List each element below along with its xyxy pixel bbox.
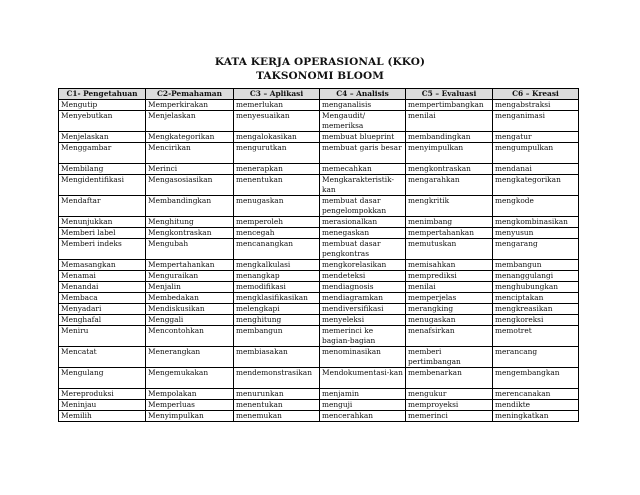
table-cell: menyesuaikan <box>234 111 320 132</box>
table-cell: mengkorelasikan <box>320 260 406 271</box>
table-row <box>59 143 579 164</box>
table-cell: Mengubah <box>146 239 234 260</box>
table-cell: membuat dasar pengelompokkan <box>320 196 406 217</box>
header-c6: C6 – Kreasi <box>493 89 579 100</box>
table-row <box>59 196 579 217</box>
table-cell: Mencatat <box>59 347 146 368</box>
table-row <box>59 260 579 271</box>
table-row <box>59 164 579 175</box>
table-header-row <box>59 89 579 100</box>
table-cell: menguji <box>320 400 406 411</box>
table-cell: memecahkan <box>320 164 406 175</box>
table-row <box>59 271 579 282</box>
table-cell: mencanangkan <box>234 239 320 260</box>
table-row <box>59 228 579 239</box>
table-cell: Memperkirakan <box>146 100 234 111</box>
table-cell: Membilang <box>59 164 146 175</box>
table-row <box>59 368 579 389</box>
table-row <box>59 217 579 228</box>
table-cell: mencegah <box>234 228 320 239</box>
table-cell: menganalisis <box>320 100 406 111</box>
table-cell: merasionalkan <box>320 217 406 228</box>
table-cell: menjamin <box>320 389 406 400</box>
table-cell: mengkategorikan <box>493 175 579 196</box>
table-cell: mengarang <box>493 239 579 260</box>
table-cell: Menggali <box>146 315 234 326</box>
table-row <box>59 282 579 293</box>
table-cell: Mengasosiasikan <box>146 175 234 196</box>
table-cell: Menerangkan <box>146 347 234 368</box>
table-cell: membiasakan <box>234 347 320 368</box>
table-cell: mempertimbangkan <box>406 100 493 111</box>
table-cell: Menandai <box>59 282 146 293</box>
table-row <box>59 411 579 422</box>
table-cell: Mendiskusikan <box>146 304 234 315</box>
table-cell: menerapkan <box>234 164 320 175</box>
table-cell: Mengkontraskan <box>146 228 234 239</box>
table-cell: memproyeksi <box>406 400 493 411</box>
table-cell: mengkode <box>493 196 579 217</box>
table-cell: Menghitung <box>146 217 234 228</box>
table-cell: menghitung <box>234 315 320 326</box>
table-cell: mengkontraskan <box>406 164 493 175</box>
table-cell: Meninjau <box>59 400 146 411</box>
table-cell: mencerahkan <box>320 411 406 422</box>
table-row <box>59 389 579 400</box>
table-cell: Mengemukakan <box>146 368 234 389</box>
table-cell: mengklasifikasikan <box>234 293 320 304</box>
table-cell: Memasangkan <box>59 260 146 271</box>
table-row <box>59 175 579 196</box>
table-cell: Mendokumentasi-kan <box>320 368 406 389</box>
table-row <box>59 293 579 304</box>
table-cell: mendanai <box>493 164 579 175</box>
table-cell: menentukan <box>234 400 320 411</box>
table-row <box>59 304 579 315</box>
table-cell: menafsirkan <box>406 326 493 347</box>
table-cell: menimbang <box>406 217 493 228</box>
table-cell: Mengulang <box>59 368 146 389</box>
table-cell: mengalokasikan <box>234 132 320 143</box>
document-title: KATA KERJA OPERASIONAL (KKO) <box>214 56 426 68</box>
table-cell: menilai <box>406 111 493 132</box>
table-cell: memerinci ke bagian-bagian <box>320 326 406 347</box>
table-cell: Mengutip <box>59 100 146 111</box>
table-row <box>59 315 579 326</box>
table-cell: memperoleh <box>234 217 320 228</box>
table-cell: menugaskan <box>406 315 493 326</box>
table-cell: Mendaftar <box>59 196 146 217</box>
table-row <box>59 239 579 260</box>
document-subtitle: TAKSONOMI BLOOM <box>256 70 384 82</box>
table-cell: Membandingkan <box>146 196 234 217</box>
table-cell: mengkritik <box>406 196 493 217</box>
table-cell: Mengidentifikasi <box>59 175 146 196</box>
table-cell: mengarahkan <box>406 175 493 196</box>
table-cell: menanggulangi <box>493 271 579 282</box>
table-row <box>59 132 579 143</box>
table-cell: memodifikasi <box>234 282 320 293</box>
table-cell: Menghafal <box>59 315 146 326</box>
table-cell: mengkreasikan <box>493 304 579 315</box>
table-cell: Merinci <box>146 164 234 175</box>
table-cell: merangking <box>406 304 493 315</box>
table-cell: mendiagramkan <box>320 293 406 304</box>
table-cell: menghubungkan <box>493 282 579 293</box>
table-cell: menegaskan <box>320 228 406 239</box>
table-cell: membuat dasar pengkontras <box>320 239 406 260</box>
table-cell: mengkombinasikan <box>493 217 579 228</box>
table-cell: Menyimpulkan <box>146 411 234 422</box>
table-cell: menciptakan <box>493 293 579 304</box>
table-cell: merencanakan <box>493 389 579 400</box>
table-cell: mendikte <box>493 400 579 411</box>
table-cell: Memilih <box>59 411 146 422</box>
table-cell: memperjelas <box>406 293 493 304</box>
table-cell: Menyadari <box>59 304 146 315</box>
table-cell: menemukan <box>234 411 320 422</box>
header-c3: C3 – Aplikasi <box>234 89 320 100</box>
table-cell: menurunkan <box>234 389 320 400</box>
table-cell: Menguraikan <box>146 271 234 282</box>
table-cell: menganimasi <box>493 111 579 132</box>
table-cell: Menggambar <box>59 143 146 164</box>
table-cell: Mempertahankan <box>146 260 234 271</box>
table-cell: mengembangkan <box>493 368 579 389</box>
table-cell: membangun <box>234 326 320 347</box>
table-cell: membandingkan <box>406 132 493 143</box>
table-row <box>59 326 579 347</box>
table-cell: membuat blueprint <box>320 132 406 143</box>
table-cell: menilai <box>406 282 493 293</box>
table-cell: Mencontohkan <box>146 326 234 347</box>
header-c2: C2-Pemahaman <box>146 89 234 100</box>
table-cell: membenarkan <box>406 368 493 389</box>
table-cell: memberi pertimbangan <box>406 347 493 368</box>
table-row <box>59 400 579 411</box>
table-cell: mengkalkulasi <box>234 260 320 271</box>
table-cell: Menjalin <box>146 282 234 293</box>
table-cell: memisahkan <box>406 260 493 271</box>
table-row <box>59 347 579 368</box>
table-cell: Menjelaskan <box>146 111 234 132</box>
table-cell: meningkatkan <box>493 411 579 422</box>
table-cell: Menunjukkan <box>59 217 146 228</box>
table-cell: Mengaudit/ memeriksa <box>320 111 406 132</box>
table-cell: Mencirikan <box>146 143 234 164</box>
table-cell: menangkap <box>234 271 320 282</box>
table-cell: Membedakan <box>146 293 234 304</box>
table-cell: Mengkategorikan <box>146 132 234 143</box>
table-cell: Mengkarakteristik-kan <box>320 175 406 196</box>
kko-table <box>58 88 579 422</box>
table-row <box>59 100 579 111</box>
table-cell: mengukur <box>406 389 493 400</box>
header-c5: C5 – Evaluasi <box>406 89 493 100</box>
table-cell: mengkoreksi <box>493 315 579 326</box>
table-cell: Meniru <box>59 326 146 347</box>
table-cell: Menjelaskan <box>59 132 146 143</box>
table-cell: melengkapi <box>234 304 320 315</box>
table-cell: menyusun <box>493 228 579 239</box>
table-cell: Menamai <box>59 271 146 282</box>
table-cell: memprediksi <box>406 271 493 282</box>
table-cell: mendiversifikasi <box>320 304 406 315</box>
table-cell: Memberi label <box>59 228 146 239</box>
table-cell: mengumpulkan <box>493 143 579 164</box>
table-cell: Memberi indeks <box>59 239 146 260</box>
table-cell: menyimpulkan <box>406 143 493 164</box>
table-cell: memotret <box>493 326 579 347</box>
table-cell: mendemonstrasikan <box>234 368 320 389</box>
table-cell: mendiagnosis <box>320 282 406 293</box>
table-row <box>59 111 579 132</box>
table-cell: mempertahankan <box>406 228 493 239</box>
table-cell: menominasikan <box>320 347 406 368</box>
table-cell: menentukan <box>234 175 320 196</box>
table-cell: memutuskan <box>406 239 493 260</box>
table-cell: Menyebutkan <box>59 111 146 132</box>
table-cell: membuat garis besar <box>320 143 406 164</box>
header-c1: C1- Pengetahuan <box>59 89 146 100</box>
table-cell: mengatur <box>493 132 579 143</box>
table-cell: menugaskan <box>234 196 320 217</box>
table-cell: Mereproduksi <box>59 389 146 400</box>
table-cell: memerlukan <box>234 100 320 111</box>
table-cell: mengabstraksi <box>493 100 579 111</box>
table-cell: mengurutkan <box>234 143 320 164</box>
table-cell: Memperluas <box>146 400 234 411</box>
table-cell: merancang <box>493 347 579 368</box>
header-c4: C4 – Analisis <box>320 89 406 100</box>
table-cell: Membaca <box>59 293 146 304</box>
table-cell: memerinci <box>406 411 493 422</box>
table-cell: Mempolakan <box>146 389 234 400</box>
table-cell: menyeleksi <box>320 315 406 326</box>
table-cell: mendeteksi <box>320 271 406 282</box>
table-cell: membangun <box>493 260 579 271</box>
